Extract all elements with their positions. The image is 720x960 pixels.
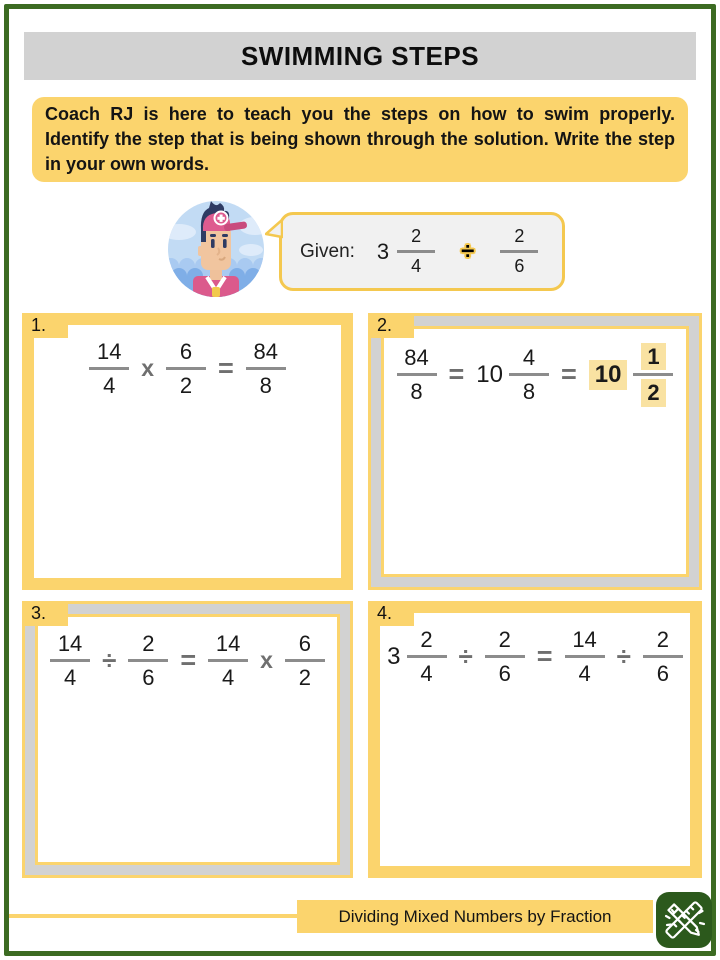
problem-number-3: 3. (22, 601, 68, 626)
fraction-den: 4 (222, 665, 235, 691)
fraction-bar (500, 250, 538, 253)
fraction-num: 84 (404, 345, 429, 370)
fraction (633, 343, 673, 407)
problem-box-3 (22, 601, 353, 878)
fraction-bar (633, 373, 673, 376)
answer-area-2 (381, 326, 689, 577)
fraction (500, 226, 538, 276)
fraction-bar (565, 655, 605, 658)
fraction-bar (643, 655, 683, 658)
operator: ÷ (102, 645, 117, 676)
fraction-den: 2 (179, 373, 193, 399)
operator: x (141, 355, 154, 382)
whole-number: 10 (589, 360, 628, 390)
fraction (89, 339, 129, 399)
problem-number-2: 2. (368, 313, 414, 338)
footer-topic-label: Dividing Mixed Numbers by Fraction (338, 906, 612, 926)
operator: = (180, 645, 197, 676)
fraction-bar (50, 659, 90, 662)
operator: = (536, 641, 553, 672)
coach-avatar-illustration (167, 200, 265, 298)
fraction-bar (128, 659, 168, 662)
fraction-bar (166, 367, 206, 370)
fraction-bar (397, 373, 437, 376)
speech-bubble-tail (265, 218, 283, 240)
footer-divider-line (9, 914, 298, 918)
operator: x (260, 647, 273, 674)
fraction (208, 631, 248, 691)
equation-4 (380, 627, 690, 687)
equation-1 (34, 339, 341, 399)
operator: ÷ (616, 641, 631, 672)
fraction-num: 14 (572, 627, 597, 652)
fraction (246, 339, 286, 399)
fraction-den: 4 (411, 256, 422, 276)
fraction-den: 6 (498, 661, 511, 687)
fraction-bar (89, 367, 129, 370)
fraction-den: 6 (142, 665, 155, 691)
fraction-num: 6 (298, 631, 312, 656)
fraction-num: 2 (142, 631, 155, 656)
equation-3 (38, 631, 337, 691)
fraction (509, 345, 549, 405)
fraction-num: 4 (522, 345, 536, 370)
fraction-num: 1 (641, 343, 665, 370)
whole-number: 10 (476, 360, 503, 388)
coach-avatar (167, 200, 265, 298)
problem-number-1: 1. (22, 313, 68, 338)
fraction-den: 8 (410, 379, 423, 405)
fraction (128, 631, 168, 691)
fraction-den: 8 (522, 379, 536, 405)
fraction (285, 631, 325, 691)
problem-number-4: 4. (368, 601, 414, 626)
fraction-bar (407, 655, 447, 658)
operator: ÷ (458, 641, 473, 672)
pencil-ruler-icon (656, 892, 712, 948)
instructions-box (32, 97, 688, 182)
answer-area-1 (34, 325, 341, 578)
problem-box-4 (368, 601, 702, 878)
whole-number: 3 (387, 642, 401, 670)
fraction-num: 2 (498, 627, 511, 652)
operator: = (448, 359, 465, 390)
fraction-bar (397, 250, 435, 253)
operator: = (561, 359, 577, 390)
fraction-bar (246, 367, 286, 370)
header-bar (24, 32, 696, 80)
answer-area-3 (35, 614, 340, 865)
fraction-bar (285, 659, 325, 662)
fraction (166, 339, 206, 399)
whole-number: 3 (376, 238, 390, 264)
instructions-text: Coach RJ is here to teach you the steps on how to swim properly. Identify the step that is being shown through the solution. Write the step in your own words. (45, 104, 675, 174)
fraction (50, 631, 90, 691)
fraction-bar (208, 659, 248, 662)
fraction-den: 6 (514, 256, 525, 276)
fraction-num: 14 (215, 631, 241, 656)
fraction-den: 4 (578, 661, 591, 687)
fraction-num: 14 (96, 339, 122, 364)
fraction-num: 2 (514, 226, 525, 247)
given-equation (377, 226, 538, 276)
fraction-den: 4 (63, 665, 77, 691)
speech-bubble (279, 212, 565, 291)
fraction-num: 2 (420, 627, 433, 652)
fraction-den: 2 (641, 379, 665, 406)
answer-area-4 (380, 613, 690, 866)
fraction-bar (485, 655, 525, 658)
operator: = (218, 353, 234, 384)
coach-row (0, 196, 720, 306)
footer-topic-bar (297, 900, 653, 933)
operator: ÷ (461, 237, 475, 265)
fraction-num: 84 (253, 339, 279, 364)
problem-box-2 (368, 313, 702, 590)
fraction-den: 4 (420, 661, 433, 687)
fraction (397, 345, 437, 405)
fraction-bar (509, 373, 549, 376)
fraction-num: 6 (179, 339, 193, 364)
fraction-den: 4 (103, 373, 116, 399)
fraction (565, 627, 605, 687)
fraction (485, 627, 525, 687)
given-label: Given: (300, 240, 355, 262)
fraction (397, 226, 435, 276)
fraction-den: 8 (259, 373, 272, 399)
fraction-den: 2 (298, 665, 312, 691)
fraction-num: 2 (656, 627, 669, 652)
fraction (643, 627, 683, 687)
fraction-num: 14 (57, 631, 83, 656)
page-title: SWIMMING STEPS (240, 40, 480, 71)
fraction-num: 2 (411, 226, 422, 247)
equation-2 (384, 343, 686, 407)
fraction (407, 627, 447, 687)
fraction-den: 6 (656, 661, 669, 687)
problem-box-1 (22, 313, 353, 590)
